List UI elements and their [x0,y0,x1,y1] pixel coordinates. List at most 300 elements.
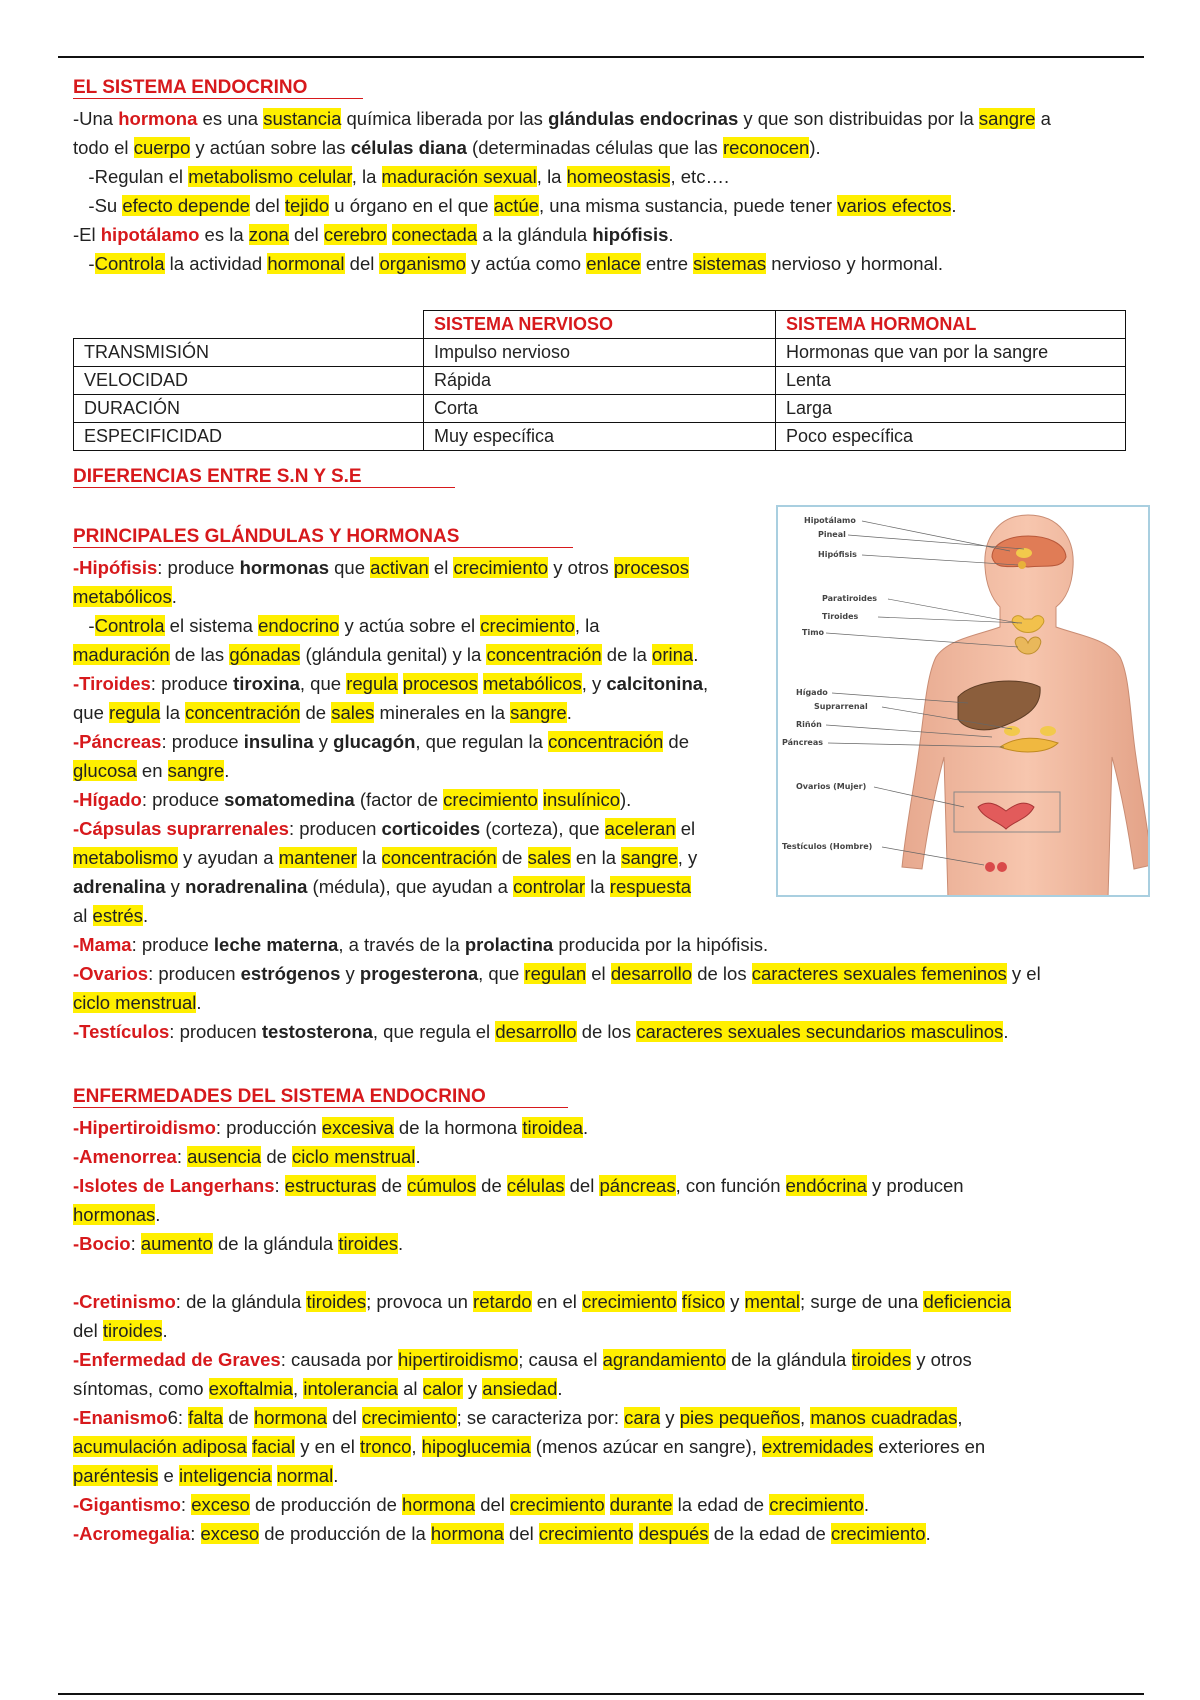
highlighted-term: concentración [548,731,664,752]
bold-term: glándulas endocrinas [548,108,739,129]
text-line [73,1287,1011,1316]
bold-term: glucagón [333,731,416,752]
highlighted-term: exoftalmia [208,1378,294,1399]
text-run: (médula), que ayudan a [307,876,514,897]
text-run: 6: [167,1407,189,1428]
text-line [73,1113,1011,1142]
text-run: , con función [675,1175,786,1196]
text-run: de la hormona [393,1117,523,1138]
table-header-cell: SISTEMA HORMONAL [776,311,1126,339]
highlighted-term: tiroides [102,1320,163,1341]
text-run: . [583,1117,589,1138]
highlighted-term: endocrino [258,615,340,636]
text-run: , [293,1378,304,1399]
highlighted-term: crecimiento [443,789,538,810]
highlighted-term: extremidades [762,1436,874,1457]
text-run: al [73,905,93,926]
highlighted-term: glucosa [73,760,137,781]
text-run: y que son distribuidas por la [738,108,979,129]
highlighted-term: después [638,1523,709,1544]
text-run: , una misma sustancia, puede tener [538,195,838,216]
label-higado: Hígado [796,688,828,697]
table-cell: Impulso nervioso [424,339,776,367]
text-run: , la [351,166,382,187]
text-line [73,249,1051,278]
text-run: la [356,847,382,868]
table-cell: VELOCIDAD [74,367,424,395]
text-line [73,1200,1011,1229]
highlighted-term: regula [109,702,161,723]
table-corner-cell [74,311,424,339]
highlighted-term: hormonal [267,253,345,274]
highlighted-term: crecimiento [769,1494,864,1515]
text-line [73,988,1041,1017]
text-line [73,220,1051,249]
highlighted-term: insulínico [542,789,621,810]
text-run [633,1523,638,1544]
text-run: el [586,963,611,984]
text-line [73,1142,1011,1171]
text-run: de la [601,644,653,665]
highlighted-term: paréntesis [73,1465,159,1486]
table-row [74,367,1126,395]
label-hipotalamo: Hipotálamo [804,516,856,525]
testis-right [997,862,1007,872]
text-run: la [160,702,186,723]
table-cell: Corta [424,395,776,423]
text-run: en la [570,847,622,868]
table-header-cell: SISTEMA NERVIOSO [424,311,776,339]
highlighted-term: respuesta [609,876,692,897]
text-run: , y [677,847,698,868]
highlighted-term: conectada [391,224,478,245]
text-run: e [158,1465,179,1486]
text-run: : [130,1233,141,1254]
text-run: de los [576,1021,637,1042]
key-term: -Mama [73,934,132,955]
text-run: a la glándula [477,224,593,245]
text-run: y otros [548,557,614,578]
text-run: y en el [295,1436,360,1457]
key-term: hormona [118,108,198,129]
section-title-sistema-endocrino: EL SISTEMA ENDOCRINO [73,77,308,98]
highlighted-term: concentración [381,847,497,868]
highlighted-term: ciclo menstrual [73,992,197,1013]
key-term: -Hipófisis [73,557,158,578]
highlighted-term: mental [744,1291,801,1312]
label-ovarios: Ovarios (Mujer) [796,782,867,791]
text-run: y actúan sobre las [190,137,351,158]
text-line [73,901,1041,930]
highlighted-term: concentración [185,702,301,723]
text-run: de [376,1175,408,1196]
text-run: : produce [161,731,244,752]
highlighted-term: crecimiento [538,1523,634,1544]
highlighted-term: exceso [191,1494,250,1515]
text-run: de los [692,963,752,984]
highlighted-term: metabólicos [73,586,172,607]
key-term: -Gigantismo [73,1494,181,1515]
highlighted-term: ansiedad [482,1378,558,1399]
highlighted-term: efecto depende [122,195,250,216]
text-run: . [1003,1021,1009,1042]
bold-term: estrógenos [240,963,341,984]
highlighted-term: tiroides [851,1349,912,1370]
text-run: del [344,253,380,274]
highlighted-term: activan [370,557,429,578]
top-rule [58,56,1144,58]
highlighted-term: controlar [513,876,586,897]
highlighted-term: hormona [253,1407,327,1428]
highlighted-term: páncreas [599,1175,676,1196]
text-run: : causada por [280,1349,398,1370]
bold-term: adrenalina [73,876,166,897]
text-run: del [475,1494,511,1515]
table-cell: Rápida [424,367,776,395]
table-cell: DURACIÓN [74,395,424,423]
key-term: hipotálamo [100,224,200,245]
text-run: y actúa como [465,253,587,274]
text-run: : produce [150,673,234,694]
highlighted-term: deficiencia [923,1291,1011,1312]
text-run: : produce [157,557,240,578]
bold-term: calcitonina [606,673,704,694]
label-hipofisis: Hipófisis [818,550,857,559]
text-run: y [165,876,186,897]
text-run: , a través de la [338,934,465,955]
bold-term: testosterona [261,1021,373,1042]
text-run: todo el [73,137,134,158]
text-run: , etc…. [670,166,730,187]
text-run: : [190,1523,201,1544]
highlighted-term: estrés [92,905,143,926]
highlighted-term: ciclo menstrual [292,1146,416,1167]
table-cell: Larga [776,395,1126,423]
highlighted-term: endócrina [785,1175,867,1196]
text-run: . [155,1204,161,1225]
table-cell: Poco específica [776,423,1126,451]
text-run: : producen [288,818,382,839]
highlighted-term: cerebro [323,224,387,245]
text-run: : de la glándula [175,1291,307,1312]
text-run: (determinadas células que las [466,137,723,158]
highlighted-term: físico [681,1291,725,1312]
text-run: ; causa el [518,1349,603,1370]
text-line [73,930,1041,959]
text-run: ; se caracteriza por: [456,1407,625,1428]
highlighted-term: exceso [200,1523,260,1544]
key-term: -Amenorrea [73,1146,177,1167]
text-run: . [557,1378,563,1399]
text-line [73,1374,1011,1403]
key-term: -Testículos [73,1021,170,1042]
highlighted-term: ausencia [187,1146,262,1167]
table-caption: DIFERENCIAS ENTRE S.N Y S.E [73,466,362,487]
key-term: -Cretinismo [73,1291,176,1312]
text-run: de [261,1146,293,1167]
text-run: . [951,195,957,216]
text-run: : [274,1175,285,1196]
text-line [73,1171,1011,1200]
text-run: ). [809,137,821,158]
label-tiroides: Tiroides [822,612,859,621]
highlighted-term: sustancia [263,108,342,129]
key-term: -Páncreas [73,731,162,752]
text-run: : producen [169,1021,262,1042]
hypothalamus-mark [1016,548,1032,558]
text-run: -El [73,224,101,245]
highlighted-term: acumulación adiposa [73,1436,247,1457]
bold-term: progesterona [359,963,479,984]
key-term: -Acromegalia [73,1523,191,1544]
highlighted-term: crecimiento [361,1407,457,1428]
text-run: del [564,1175,600,1196]
text-run: minerales en la [374,702,511,723]
text-run: y ayudan a [177,847,279,868]
key-term: -Bocio [73,1233,131,1254]
highlighted-term: manos cuadradas [810,1407,958,1428]
text-run: . [925,1523,931,1544]
highlighted-term: sistemas [693,253,767,274]
highlighted-term: sangre [167,760,225,781]
text-run: y [724,1291,745,1312]
highlighted-term: normal [276,1465,334,1486]
text-run: -Su [73,195,123,216]
highlighted-term: sales [331,702,375,723]
text-line [73,1258,1011,1287]
highlighted-term: aumento [140,1233,213,1254]
text-run: , [957,1407,963,1428]
highlighted-term: metabólicos [483,673,582,694]
text-run: del [503,1523,539,1544]
highlighted-term: maduración sexual [381,166,537,187]
highlighted-term: enlace [586,253,641,274]
bold-term: hipófisis [592,224,669,245]
text-run [398,673,403,694]
bold-term: hormonas [239,557,329,578]
diseases-paragraph [73,1113,1011,1548]
highlighted-term: aceleran [604,818,676,839]
text-run: , que regulan la [415,731,549,752]
highlighted-term: hormonas [73,1204,156,1225]
highlighted-term: hipoglucemia [421,1436,531,1457]
table-cell: Muy específica [424,423,776,451]
text-line [73,959,1041,988]
key-term: -Hígado [73,789,142,810]
text-run: el [428,557,454,578]
highlighted-term: hormona [402,1494,476,1515]
text-run: , la [574,615,600,636]
highlighted-term: hormona [430,1523,504,1544]
text-run: y producen [866,1175,964,1196]
text-run: ; provoca un [366,1291,474,1312]
text-run: de las [169,644,230,665]
text-line [73,1316,1011,1345]
bold-term: insulina [243,731,314,752]
text-run: del [73,1320,103,1341]
highlighted-term: tejido [284,195,330,216]
text-run: . [333,1465,339,1486]
text-run: : [180,1494,192,1515]
adrenal-left [1004,726,1020,736]
highlighted-term: pies pequeños [679,1407,801,1428]
highlighted-term: durante [609,1494,673,1515]
text-run: producida por la hipófisis. [553,934,769,955]
text-run: y otros [911,1349,972,1370]
key-term: -Islotes de Langerhans [73,1175,275,1196]
bold-term: noradrenalina [185,876,308,897]
text-run: . [693,644,699,665]
text-run: , [411,1436,422,1457]
text-run: . [162,1320,168,1341]
highlighted-term: desarrollo [495,1021,577,1042]
text-run: - [73,253,95,274]
text-run: síntomas, como [73,1378,209,1399]
text-line [73,133,1051,162]
highlighted-term: sales [527,847,571,868]
highlighted-term: células [506,1175,565,1196]
text-run: : producción [215,1117,322,1138]
text-run: el [675,818,696,839]
table-header-row [74,311,1126,339]
highlighted-term: sangre [621,847,678,868]
text-run: de la edad de [708,1523,831,1544]
highlighted-term: intolerancia [303,1378,398,1399]
highlighted-term: organismo [379,253,466,274]
text-run: de [223,1407,254,1428]
bold-term: corticoides [381,818,481,839]
text-run: : producen [148,963,241,984]
text-run: la actividad [164,253,268,274]
text-run [605,1494,610,1515]
section-title-enfermedades: ENFERMEDADES DEL SISTEMA ENDOCRINO [73,1086,486,1107]
text-run: que [329,557,371,578]
text-run: (glándula genital) y la [300,644,487,665]
highlighted-term: cúmulos [407,1175,477,1196]
bottom-rule [58,1693,1144,1695]
text-run: , la [536,166,567,187]
text-run: . [415,1146,421,1167]
label-pancreas: Páncreas [782,738,824,747]
highlighted-term: concentración [486,644,602,665]
text-run: es una [197,108,264,129]
text-run: del [327,1407,362,1428]
text-run: y [660,1407,680,1428]
text-run: del [249,195,285,216]
text-run: , [703,673,709,694]
text-run: y [462,1378,483,1399]
highlighted-term: crecimiento [830,1523,926,1544]
highlighted-term: Controla [94,615,165,636]
text-run: . [224,760,230,781]
text-run: el sistema [164,615,259,636]
highlighted-term: retardo [473,1291,532,1312]
text-run [387,224,392,245]
text-run: en [136,760,168,781]
text-run: nervioso y hormonal. [766,253,944,274]
highlighted-term: regula [346,673,398,694]
highlighted-term: inteligencia [178,1465,272,1486]
text-run: , que regula el [372,1021,496,1042]
key-term: -Cápsulas suprarrenales [73,818,289,839]
highlighted-term: procesos [613,557,689,578]
text-line [73,1229,1011,1258]
table-row [74,395,1126,423]
highlighted-term: actúe [493,195,539,216]
comparison-table [73,310,1126,451]
highlighted-term: homeostasis [566,166,671,187]
highlighted-term: metabolismo [73,847,178,868]
text-run: exteriores en [873,1436,986,1457]
highlighted-term: sangre [978,108,1036,129]
table-cell: ESPECIFICIDAD [74,423,424,451]
text-run: de [663,731,689,752]
text-run: de producción de la [259,1523,431,1544]
bold-term: somatomedina [224,789,355,810]
pituitary-mark [1018,561,1026,569]
label-paratiroides: Paratiroides [822,594,878,603]
text-run: u órgano en el que [329,195,494,216]
body-illustration [778,507,1150,897]
highlighted-term: procesos [402,673,478,694]
text-run: a [1035,108,1051,129]
highlighted-term: varios efectos [837,195,952,216]
highlighted-term: orina [652,644,694,665]
text-run: de [476,1175,507,1196]
highlighted-term: reconocen [722,137,810,158]
text-run: . [196,992,202,1013]
table-cell: TRANSMISIÓN [74,339,424,367]
label-pineal: Pineal [818,530,846,539]
text-run: de la glándula [726,1349,852,1370]
text-run: del [288,224,324,245]
key-term: -Tiroides [73,673,151,694]
highlighted-term: maduración [73,644,170,665]
text-run: . [668,224,674,245]
testis-left [985,862,995,872]
bold-term: prolactina [464,934,554,955]
text-run: (menos azúcar en sangre), [530,1436,763,1457]
highlighted-term: caracteres sexuales femeninos [751,963,1007,984]
text-line [73,1403,1011,1432]
highlighted-term: hipertiroidismo [397,1349,519,1370]
text-run: ; surge de una [800,1291,924,1312]
text-line [73,162,1051,191]
highlighted-term: zona [248,224,289,245]
bold-term: leche materna [213,934,339,955]
key-term: -Enfermedad de Graves [73,1349,281,1370]
table-cell: Hormonas que van por la sangre [776,339,1126,367]
highlighted-term: cuerpo [133,137,191,158]
text-run: ). [620,789,632,810]
highlighted-term: cara [624,1407,661,1428]
label-rinon: Riñón [796,720,822,729]
text-run: . [566,702,572,723]
highlighted-term: tronco [359,1436,412,1457]
text-run: . [397,1233,404,1254]
key-term: -Ovarios [73,963,149,984]
text-run: y actúa sobre el [339,615,481,636]
highlighted-term: desarrollo [610,963,693,984]
label-suprarrenal: Suprarrenal [814,702,868,711]
bold-term: tiroxina [233,673,300,694]
diagram-labels [782,516,877,851]
text-run: , que [478,963,525,984]
highlighted-term: caracteres sexuales secundarios masculinos [636,1021,1004,1042]
text-run: (corteza), que [480,818,605,839]
text-line [73,1519,1011,1548]
highlighted-term: falta [188,1407,224,1428]
